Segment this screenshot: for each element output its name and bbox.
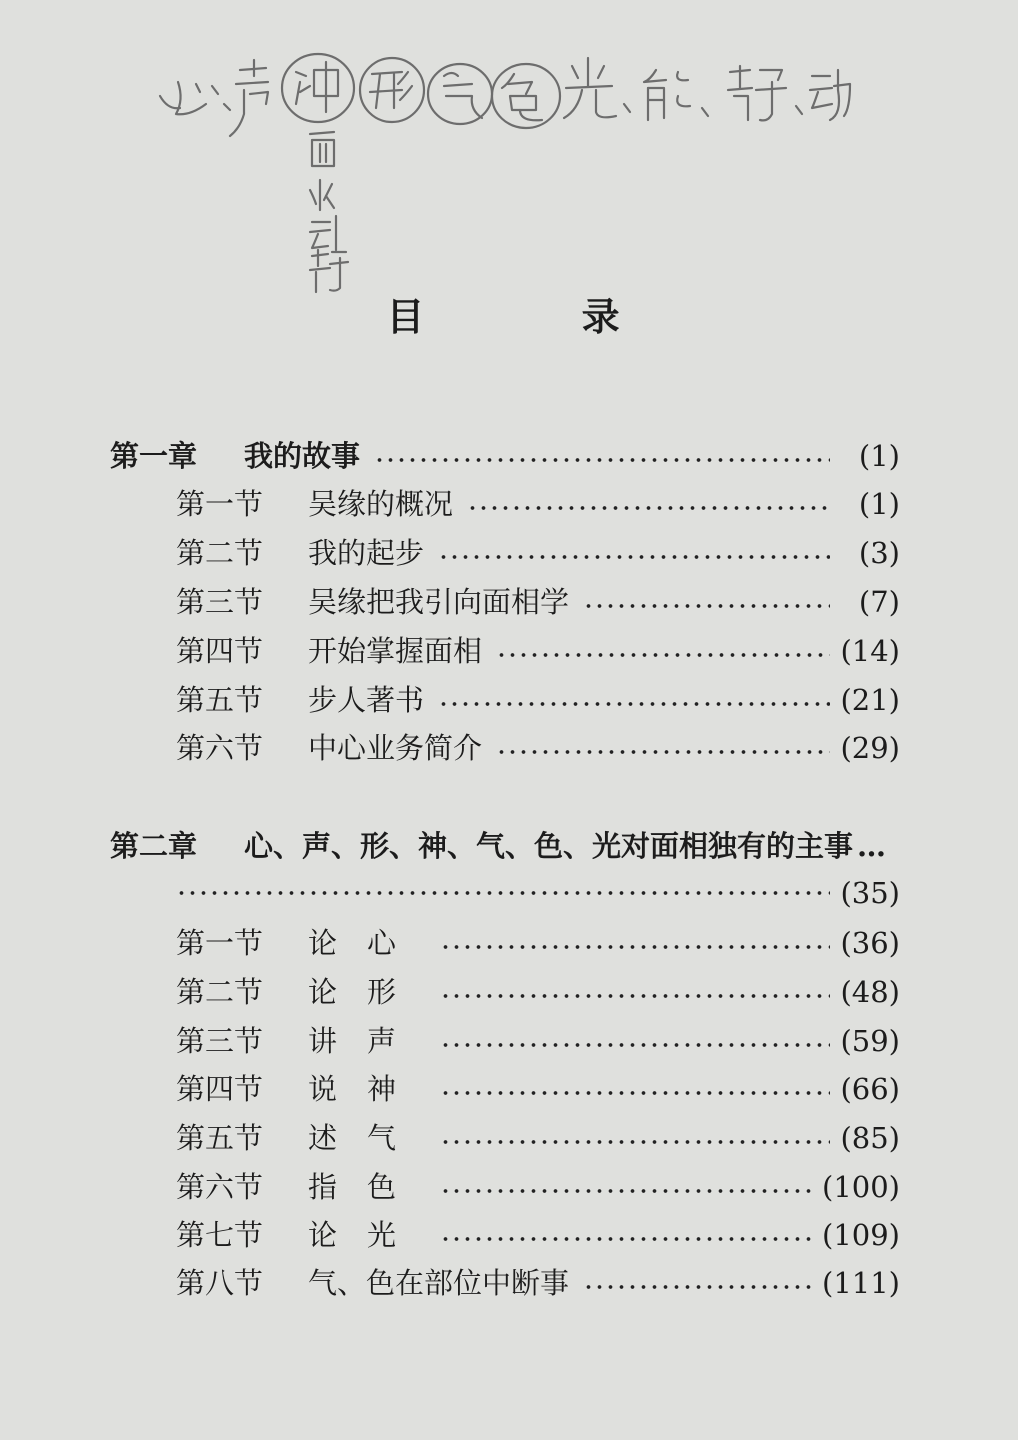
dot-leader <box>440 1042 830 1048</box>
chapter-2-entry <box>110 824 900 868</box>
toc-section-entry <box>176 1213 900 1257</box>
section-title: 吴缘把我引向面相学 <box>308 585 570 619</box>
section-number: 第二节 <box>176 975 264 1009</box>
toc-section-entry <box>176 580 900 624</box>
section-title: 我的起步 <box>308 536 425 570</box>
section-number: 第八节 <box>176 1266 264 1300</box>
section-title: 中心业务简介 <box>308 731 483 765</box>
section-number: 第四节 <box>176 634 264 668</box>
section-number: 第五节 <box>176 1121 264 1155</box>
handwritten-annotation <box>0 0 1018 320</box>
dot-leader <box>440 944 830 950</box>
dot-leader <box>440 1090 830 1096</box>
section-number: 第七节 <box>176 1218 264 1252</box>
section-number: 第六节 <box>176 731 264 765</box>
section-title: 论光 <box>308 1218 427 1252</box>
dot-leader <box>440 993 830 999</box>
section-number: 第四节 <box>176 1072 264 1106</box>
dot-leader <box>583 603 830 609</box>
dot-leader <box>496 749 830 755</box>
dot-leader <box>438 701 830 707</box>
page-number: (1) <box>858 487 900 521</box>
section-number: 第六节 <box>176 1170 264 1204</box>
toc-section-entry <box>176 970 900 1014</box>
dot-leader <box>583 1284 812 1290</box>
page-number: (14) <box>840 634 900 668</box>
title-trailing-ellipsis: … <box>857 829 886 863</box>
section-title: 吴缘的概况 <box>308 487 454 521</box>
toc-section-entry <box>176 921 900 965</box>
dot-leader <box>374 457 830 463</box>
toc-section-entry <box>176 678 900 722</box>
page-number: (100) <box>822 1170 900 1204</box>
dot-leader <box>440 1236 812 1242</box>
chapter-1-entry <box>110 434 900 478</box>
toc-section-entry <box>176 1261 900 1305</box>
chapter-title: 我的故事 <box>244 439 361 473</box>
page-number: (111) <box>822 1266 900 1300</box>
page-number: (21) <box>840 683 900 717</box>
page-number: (7) <box>858 585 900 619</box>
section-title: 气、色在部位中断事 <box>308 1266 570 1300</box>
section-number: 第三节 <box>176 1024 264 1058</box>
chapter-number: 第二章 <box>110 829 198 863</box>
page-number: (36) <box>840 926 900 960</box>
section-title: 论形 <box>308 975 427 1009</box>
section-number: 第三节 <box>176 585 264 619</box>
section-title: 步人著书 <box>308 683 425 717</box>
chapter-number: 第一章 <box>110 439 198 473</box>
chapter-title: 心、声、形、神、气、色、光对面相独有的主事 <box>244 829 854 863</box>
section-number: 第一节 <box>176 926 264 960</box>
toc-section-entry <box>176 1116 900 1160</box>
dot-leader <box>496 652 830 658</box>
section-title: 述气 <box>308 1121 427 1155</box>
section-number: 第一节 <box>176 487 264 521</box>
toc-section-entry <box>176 1165 900 1209</box>
page-title: 目 录 <box>386 294 692 339</box>
page-number: (35) <box>840 876 900 910</box>
toc-section-entry <box>176 531 900 575</box>
dot-leader <box>467 505 830 511</box>
dot-leader <box>440 1188 812 1194</box>
page-number: (85) <box>840 1121 900 1155</box>
page-number: (3) <box>858 536 900 570</box>
section-title: 说神 <box>308 1072 427 1106</box>
section-title: 开始掌握面相 <box>308 634 483 668</box>
page-number: (109) <box>822 1218 900 1252</box>
toc-section-entry <box>176 482 900 526</box>
page-number: (48) <box>840 975 900 1009</box>
dot-leader <box>438 554 830 560</box>
page-number: (59) <box>840 1024 900 1058</box>
section-title: 讲声 <box>308 1024 427 1058</box>
toc-section-entry <box>176 1067 900 1111</box>
chapter-2-continuation <box>110 871 900 915</box>
dot-leader <box>176 890 830 896</box>
toc-section-entry <box>176 726 900 770</box>
section-number: 第二节 <box>176 536 264 570</box>
toc-section-entry <box>176 629 900 673</box>
page-number: (66) <box>840 1072 900 1106</box>
toc-section-entry <box>176 1019 900 1063</box>
section-title: 论心 <box>308 926 427 960</box>
page-number: (1) <box>858 439 900 473</box>
page-number: (29) <box>840 731 900 765</box>
section-title: 指色 <box>308 1170 427 1204</box>
section-number: 第五节 <box>176 683 264 717</box>
dot-leader <box>440 1139 830 1145</box>
